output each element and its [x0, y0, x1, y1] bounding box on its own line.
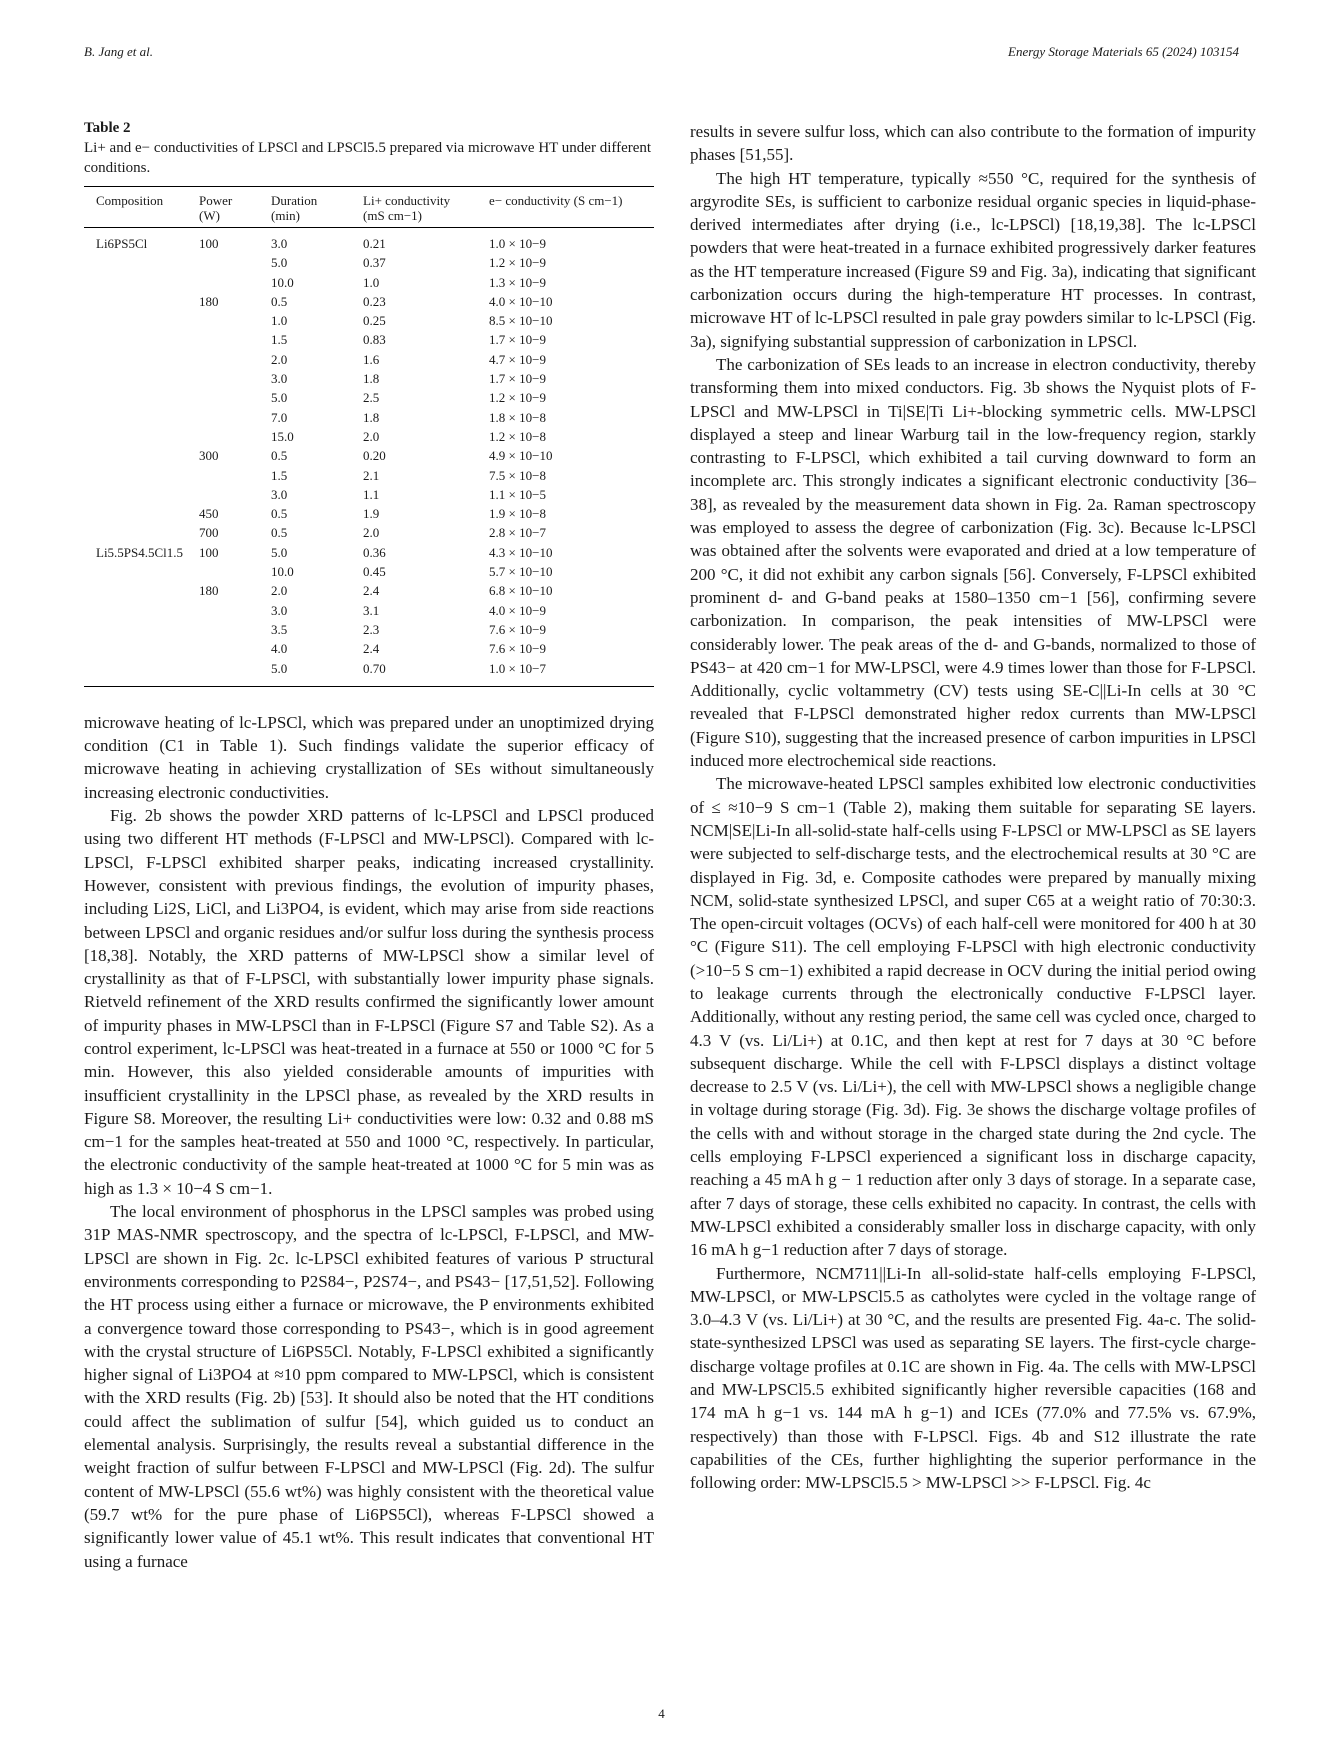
- paragraph: The carbonization of SEs leads to an increase in electron conductivity, thereby transforming them into mixed conductors. Fig. 3b shows the Nyquist plots of F-LPSCl and MW-LPSCl in Ti|SE|Ti Li+-blocking symmetric cells. MW-LPSCl displayed a steep and linear Warburg tail in the low-frequency region, starkly contrasting to F-LPSCl, which exhibited a tail curving downward to form an incomplete arc. This strongly indicates a significant electronic conductivity [36–38], as revealed by the measurement data shown in Fig. 2a. Raman spectroscopy was employed to assess the degree of carbonization (Fig. 3c). Because lc-LPSCl was obtained after the solvents were evaporated and dried at a low temperature of 200 °C, it did not exhibit any carbon signals [56]. Conversely, F-LPSCl exhibited prominent d- and G-band peaks at 1580–1350 cm−1 [56], confirming severe carbonization. In comparison, the peak intensities of MW-LPSCl were considerably lower. The peak areas of the d- and G-bands, normalized to those of PS43− at 420 cm−1 for MW-LPSCl, were 4.9 times lower than those for F-LPSCl. Additionally, cyclic voltammetry (CV) tests using SE-C||Li-In cells at 30 °C revealed that F-LPSCl demonstrated higher redox currents than MW-LPSCl (Figure S10), suggesting that the increased presence of carbon impurities in LPSCl induced more electrochemical side reactions.: [690, 354, 1256, 771]
- cell-duration: 4.0: [271, 641, 288, 657]
- cell-composition: [84, 639, 187, 658]
- cell-power: [187, 408, 259, 427]
- cell-composition: Li6PS5Cl: [96, 236, 148, 251]
- cell-e-conductivity: 1.7 × 10−9: [489, 332, 546, 348]
- paragraph: The local environment of phosphorus in the LPSCl samples was probed using 31P MAS-NMR spectroscopy, and the spectra of lc-LPSCl, F-LPSCl, and MW-LPSCl are shown in Fig. 2c. lc-LPSCl exhibited features of various P structural environments corresponding to P2S84−, P2S74−, and PS43− [17,51,52]. Following the HT process using either a furnace or microwave, the P environments exhibited a convergence toward those corresponding to PS43−, which is in good agreement with the crystal structure of Li6PS5Cl. Notably, F-LPSCl exhibited a significantly higher signal of Li3PO4 at ≈10 ppm compared to MW-LPSCl, which is consistent with the XRD results (Fig. 2b) [53]. It should also be noted that the HT conditions could affect the sublimation of sulfur [54], which guided us to conduct an elemental analysis. Surprisingly, the results reveal a substantial difference in the weight fraction of sulfur between F-LPSCl and MW-LPSCl (Fig. 2d). The sulfur content of MW-LPSCl (55.6 wt%) was highly consistent with the theoretical value (59.7 wt% for the pure phase of Li6PS5Cl), whereas F-LPSCl showed a significantly lower value of 45.1 wt%. This result indicates that conventional HT using a furnace: [84, 1202, 654, 1571]
- table-row: [84, 446, 654, 465]
- paragraph: The microwave-heated LPSCl samples exhibited low electronic conductivities of ≤ ≈10−9 S cm−1 (Table 2), making them suitable for separating SE layers. NCM|SE|Li-In all-solid-state half-cells using F-LPSCl or MW-LPSCl as SE layers were subjected to self-discharge tests, and the electrochemical results at 30 °C are displayed in Fig. 3d, e. Composite cathodes were prepared by manually mixing NCM, solid-state synthesized LPSCl, and super C65 at a weight ratio of 70:30:3. The open-circuit voltages (OCVs) of each half-cell were monitored for 400 h at 30 °C (Figure S11). The cell employing F-LPSCl with high electronic conductivity (>10−5 S cm−1) exhibited a rapid decrease in OCV during the initial period owing to leakage currents through the electronically conductive F-LPSCl layer. Additionally, without any resting period, the same cell was cycled once, charged to 4.3 V (vs. Li/Li+) at 0.1C, and then kept at rest for 7 days at 30 °C before subsequent discharge. While the cell with F-LPSCl displays a distinct voltage decrease to 2.5 V (vs. Li/Li+), the cell with MW-LPSCl shows a negligible change in voltage during storage (Fig. 3d). Fig. 3e shows the discharge voltage profiles of the cells with and without storage in the charged state during the 2nd cycle. The cells employing F-LPSCl experienced a significant loss in discharge capacity, reaching a 45 mA h g − 1 reduction after only 3 days of storage. In a separate case, after 7 days of storage, these cells exhibited no capacity. In contrast, the cells with MW-LPSCl exhibited a considerably smaller loss in discharge capacity, with only 16 mA h g−1 reduction after 7 days of storage.: [690, 774, 1256, 1260]
- cell-li-conductivity: 0.20: [363, 448, 386, 464]
- cell-li-conductivity: 0.37: [363, 255, 386, 271]
- cell-e-conductivity: 7.6 × 10−9: [489, 621, 546, 637]
- table-row: [84, 485, 654, 504]
- cell-power: [187, 311, 259, 330]
- cell-composition: [84, 446, 187, 465]
- cell-power: [187, 466, 259, 485]
- cell-power: [187, 562, 259, 581]
- cell-li-conductivity: 0.83: [363, 332, 386, 348]
- cell-e-conductivity: 6.8 × 10−10: [489, 583, 553, 599]
- cell-li-conductivity: 0.45: [363, 564, 386, 580]
- cell-power: [187, 485, 259, 504]
- cell-e-conductivity: 4.0 × 10−10: [489, 293, 553, 309]
- cell-li-conductivity: 1.8: [363, 409, 380, 425]
- cell-duration: 5.0: [271, 660, 288, 676]
- cell-composition: [84, 273, 187, 292]
- cell-duration: 7.0: [271, 409, 288, 425]
- cell-power: 700: [199, 525, 219, 541]
- cell-li-conductivity: 1.1: [363, 486, 380, 502]
- cell-li-conductivity: 1.9: [363, 506, 380, 522]
- cell-composition: [84, 466, 187, 485]
- cell-power: 180: [199, 293, 219, 309]
- table-row: [84, 562, 654, 581]
- cell-duration: 1.5: [271, 332, 288, 348]
- cell-duration: 0.5: [271, 525, 288, 541]
- page-number: 4: [658, 1706, 665, 1721]
- cell-li-conductivity: 1.8: [363, 371, 380, 387]
- table-row: [84, 659, 654, 687]
- cell-e-conductivity: 1.8 × 10−8: [489, 409, 546, 425]
- paragraph: Furthermore, NCM711||Li-In all-solid-state half-cells employing F-LPSCl, MW-LPSCl, or MW-LPSCl5.5 as catholytes were cycled in the voltage range of 3.0–4.3 V (vs. Li/Li+) at 30 °C, and the results are presented Fig. 4a-c. The solid-state-synthesized LPSCl was used as separating SE layers. The first-cycle charge-discharge voltage profiles at 0.1C are shown in Fig. 4a. The cells with MW-LPSCl and MW-LPSCl5.5 exhibited significantly higher reversible capacities (168 and 174 mA h g−1 vs. 144 mA h g−1) and ICEs (77.0% and 77.5% vs. 67.9%, respectively) than those with F-LPSCl. Figs. 4b and S12 illustrate the rate capabilities of the CEs, further highlighting the superior performance in the following order: MW-LPSCl5.5 > MW-LPSCl >> F-LPSCl. Fig. 4c: [690, 1263, 1256, 1493]
- cell-composition: [84, 601, 187, 620]
- cell-composition: [84, 659, 187, 687]
- table-row: [84, 253, 654, 272]
- table-row: [84, 620, 654, 639]
- col-duration: Duration (min): [259, 187, 351, 228]
- cell-e-conductivity: 4.0 × 10−9: [489, 602, 546, 618]
- cell-li-conductivity: 2.5: [363, 390, 380, 406]
- table-caption: Li+ and e− conductivities of LPSCl and LPSCl5.5 prepared via microwave HT under different conditions.: [84, 140, 652, 176]
- cell-composition: [84, 253, 187, 272]
- cell-power: [187, 620, 259, 639]
- table-row: [84, 427, 654, 446]
- cell-power: 100: [199, 544, 219, 560]
- cell-duration: 10.0: [271, 274, 294, 290]
- cell-composition: Li5.5PS4.5Cl1.5: [96, 544, 184, 560]
- cell-e-conductivity: 1.2 × 10−9: [489, 390, 546, 406]
- left-body-text: [84, 711, 654, 1573]
- cell-composition: [84, 350, 187, 369]
- cell-e-conductivity: 4.7 × 10−9: [489, 351, 546, 367]
- cell-duration: 10.0: [271, 564, 294, 580]
- cell-composition: [84, 292, 187, 311]
- header-authors: B. Jang et al.: [84, 44, 153, 59]
- table-row: [84, 543, 654, 562]
- header-journal: Energy Storage Materials 65 (2024) 103154: [1008, 44, 1239, 59]
- cell-power: [187, 273, 259, 292]
- col-composition: Composition: [84, 187, 187, 228]
- table-row: [84, 369, 654, 388]
- table-title: Table 2: [84, 120, 131, 136]
- cell-composition: [84, 562, 187, 581]
- cell-composition: [84, 311, 187, 330]
- table-row: [84, 292, 654, 311]
- cell-li-conductivity: 2.4: [363, 641, 380, 657]
- cell-composition: [84, 330, 187, 349]
- cell-duration: 5.0: [271, 544, 288, 560]
- cell-power: [187, 427, 259, 446]
- cell-power: [187, 369, 259, 388]
- table-row: [84, 350, 654, 369]
- cell-e-conductivity: 1.0 × 10−7: [489, 660, 546, 676]
- cell-li-conductivity: 0.70: [363, 660, 386, 676]
- cell-duration: 2.0: [271, 351, 288, 367]
- cell-power: [187, 330, 259, 349]
- cell-composition: [84, 408, 187, 427]
- cell-e-conductivity: 4.9 × 10−10: [489, 448, 553, 464]
- cell-power: [187, 253, 259, 272]
- cell-duration: 5.0: [271, 390, 288, 406]
- col-power: Power (W): [187, 187, 259, 228]
- table-row: [84, 601, 654, 620]
- cell-duration: 0.5: [271, 448, 288, 464]
- cell-li-conductivity: 1.6: [363, 351, 380, 367]
- cell-duration: 0.5: [271, 506, 288, 522]
- cell-duration: 5.0: [271, 255, 288, 271]
- table-row: [84, 581, 654, 600]
- cell-duration: 0.5: [271, 293, 288, 309]
- cell-duration: 15.0: [271, 428, 294, 444]
- cell-li-conductivity: 0.36: [363, 544, 386, 560]
- table-row: [84, 639, 654, 658]
- cell-e-conductivity: 7.5 × 10−8: [489, 467, 546, 483]
- cell-li-conductivity: 1.0: [363, 274, 380, 290]
- table-row: [84, 330, 654, 349]
- paragraph: Fig. 2b shows the powder XRD patterns of lc-LPSCl and LPSCl produced using two different HT methods (F-LPSCl and MW-LPSCl). Compared with lc-LPSCl, F-LPSCl exhibited sharper peaks, indicating increased crystallinity. However, consistent with previous findings, the evolution of impurity phases, including Li2S, LiCl, and Li3PO4, is evident, which may arise from side reactions between LPSCl and organic residues and/or sulfur loss during the synthesis process [18,38]. Notably, the XRD patterns of MW-LPSCl show a similar level of crystallinity as that of F-LPSCl, with substantially lower impurity phase signals. Rietveld refinement of the XRD results confirmed the significantly lower amount of impurity phases in MW-LPSCl than in F-LPSCl (Figure S7 and Table S2). As a control experiment, lc-LPSCl was heat-treated in a furnace at 550 or 1000 °C for 5 min. However, this also yielded considerable amounts of impurities with insufficient crystallinity in the LPSCl phase, as revealed by the XRD results in Figure S8. Moreover, the resulting Li+ conductivities were low: 0.32 and 0.88 mS cm−1 for the samples heat-treated at 550 and 1000 °C, respectively. In particular, the electronic conductivity of the sample heat-treated at 1000 °C for 5 min was as high as 1.3 × 10−4 S cm−1.: [84, 806, 654, 1198]
- cell-power: [187, 350, 259, 369]
- paragraph: results in severe sulfur loss, which can also contribute to the formation of impurity phases [51,55].: [690, 122, 1256, 165]
- table-row: [84, 504, 654, 523]
- running-header: [84, 44, 1239, 64]
- cell-duration: 3.0: [271, 236, 288, 251]
- cell-e-conductivity: 1.9 × 10−8: [489, 506, 546, 522]
- cell-e-conductivity: 1.1 × 10−5: [489, 486, 546, 502]
- cell-e-conductivity: 5.7 × 10−10: [489, 564, 553, 580]
- paragraph: The high HT temperature, typically ≈550 °C, required for the synthesis of argyrodite SEs, is sufficient to carbonize residual organic species in liquid-phase-derived intermediates after drying (i.e., lc-LPSCl) [18,19,38]. The lc-LPSCl powders that were heat-treated in a furnace exhibited progressively darker features as the HT temperature increased (Figure S9 and Fig. 3a), indicating that significant carbonization occurs during the high-temperature HT processes. In contrast, microwave HT of lc-LPSCl resulted in pale gray powders similar to lc-LPSCl (Fig. 3a), signifying substantial suppression of carbonization in LPSCl.: [690, 168, 1256, 351]
- cell-li-conductivity: 0.21: [363, 236, 386, 251]
- cell-duration: 1.5: [271, 467, 288, 483]
- table-row: [84, 311, 654, 330]
- cell-e-conductivity: 8.5 × 10−10: [489, 313, 553, 329]
- cell-power: 100: [199, 236, 219, 251]
- cell-power: 450: [199, 506, 219, 522]
- cell-composition: [84, 581, 187, 600]
- cell-duration: 3.0: [271, 486, 288, 502]
- cell-li-conductivity: 2.1: [363, 467, 380, 483]
- cell-composition: [84, 620, 187, 639]
- conductivity-table: [84, 186, 654, 687]
- cell-e-conductivity: 1.2 × 10−9: [489, 255, 546, 271]
- cell-li-conductivity: 3.1: [363, 602, 380, 618]
- cell-composition: [84, 369, 187, 388]
- cell-duration: 3.5: [271, 621, 288, 637]
- cell-li-conductivity: 2.4: [363, 583, 380, 599]
- cell-li-conductivity: 2.3: [363, 621, 380, 637]
- cell-e-conductivity: 1.3 × 10−9: [489, 274, 546, 290]
- cell-duration: 3.0: [271, 602, 288, 618]
- cell-composition: [84, 427, 187, 446]
- col-e-conductivity: e− conductivity (S cm−1): [477, 187, 654, 228]
- right-column: [690, 120, 1256, 1495]
- cell-li-conductivity: 0.25: [363, 313, 386, 329]
- cell-li-conductivity: 2.0: [363, 428, 380, 444]
- cell-e-conductivity: 1.7 × 10−9: [489, 371, 546, 387]
- cell-li-conductivity: 0.23: [363, 293, 386, 309]
- cell-e-conductivity: 4.3 × 10−10: [489, 544, 553, 560]
- cell-duration: 2.0: [271, 583, 288, 599]
- cell-duration: 1.0: [271, 313, 288, 329]
- cell-composition: [84, 504, 187, 523]
- cell-e-conductivity: 7.6 × 10−9: [489, 641, 546, 657]
- cell-power: [187, 639, 259, 658]
- cell-composition: [84, 485, 187, 504]
- cell-power: [187, 601, 259, 620]
- cell-power: [187, 388, 259, 407]
- cell-power: 180: [199, 583, 219, 599]
- cell-power: [187, 659, 259, 687]
- cell-duration: 3.0: [271, 371, 288, 387]
- cell-e-conductivity: 1.2 × 10−8: [489, 428, 546, 444]
- cell-composition: [84, 523, 187, 542]
- table-2: [84, 120, 654, 687]
- left-column: [84, 120, 654, 1573]
- table-row: [84, 466, 654, 485]
- cell-e-conductivity: 2.8 × 10−7: [489, 525, 546, 541]
- table-row: [84, 228, 654, 254]
- cell-composition: [84, 388, 187, 407]
- col-li-conductivity: Li+ conductivity (mS cm−1): [351, 187, 477, 228]
- cell-li-conductivity: 2.0: [363, 525, 380, 541]
- table-row: [84, 388, 654, 407]
- table-row: [84, 523, 654, 542]
- paragraph: microwave heating of lc-LPSCl, which was prepared under an unoptimized drying condition (C1 in Table 1). Such findings validate the superior efficacy of microwave heating in achieving crystallization of SEs without simultaneously increasing electronic conductivities.: [84, 712, 654, 802]
- table-body: [84, 228, 654, 687]
- table-row: [84, 273, 654, 292]
- cell-power: 300: [199, 448, 219, 464]
- table-header-row: [84, 187, 654, 228]
- cell-e-conductivity: 1.0 × 10−9: [489, 236, 546, 251]
- table-row: [84, 408, 654, 427]
